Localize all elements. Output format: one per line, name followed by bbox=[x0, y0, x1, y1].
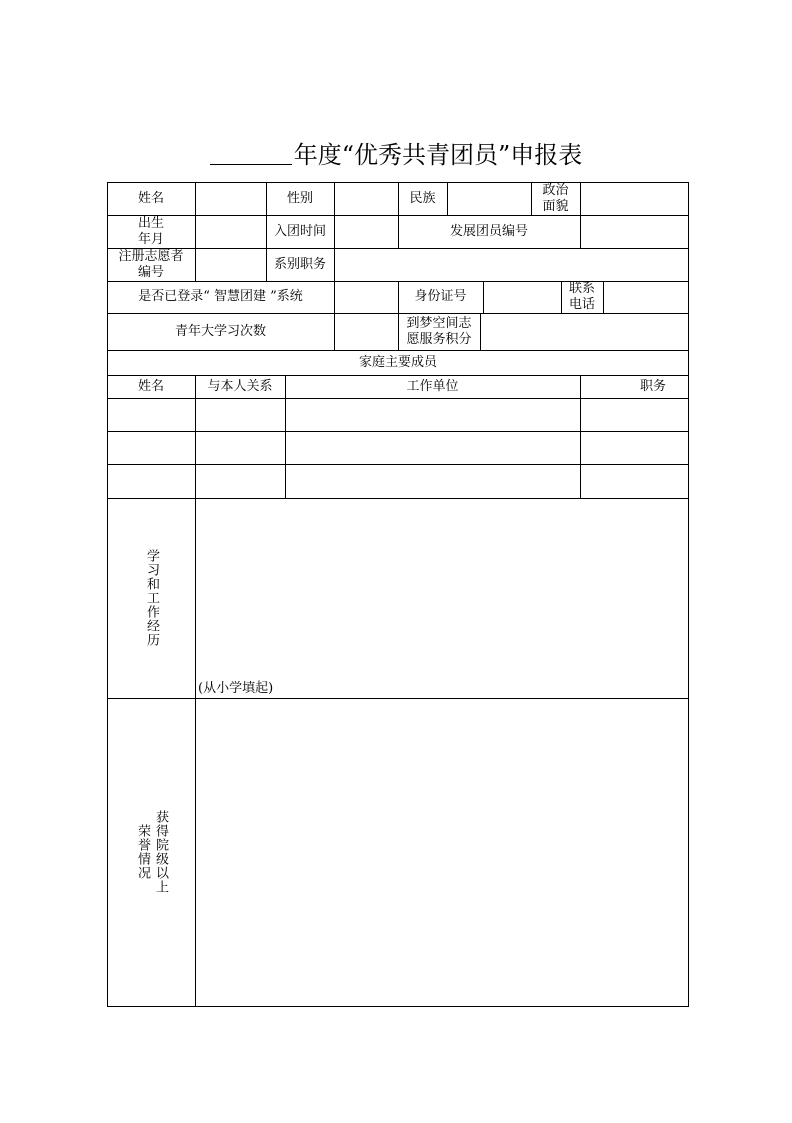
honors-field[interactable] bbox=[195, 698, 688, 1006]
birth-date-field[interactable] bbox=[195, 215, 266, 248]
volunteer-number-label-line1: 注册志愿者 bbox=[118, 248, 184, 264]
id-number-label: 身份证号 bbox=[414, 289, 467, 304]
honors-label bbox=[107, 698, 195, 1006]
phone-label-line1: 联系 bbox=[568, 281, 595, 296]
dream-space-label-line2: 愿服务积分 bbox=[406, 331, 472, 347]
name-field[interactable] bbox=[195, 182, 266, 215]
smart-league-label: 是否已登录“ 智慧团建 ”系统 bbox=[138, 289, 303, 304]
dept-position-label: 系别职务 bbox=[273, 256, 326, 272]
dream-space-field[interactable] bbox=[480, 313, 688, 350]
political-status-label-line1: 政治 bbox=[542, 182, 569, 198]
phone-label bbox=[561, 281, 603, 313]
political-status-label bbox=[531, 182, 580, 215]
id-number-field[interactable] bbox=[483, 281, 561, 313]
dream-space-label bbox=[398, 313, 480, 350]
join-date-field[interactable] bbox=[334, 215, 398, 248]
experience-note: (从小学填起) bbox=[198, 681, 274, 696]
youth-study-label: 青年大学习次数 bbox=[174, 323, 266, 339]
table-border-bottom bbox=[107, 1006, 689, 1007]
member-number-field[interactable] bbox=[580, 215, 688, 248]
dream-space-label-line1: 到梦空间志 bbox=[406, 315, 472, 331]
year-blank[interactable] bbox=[210, 142, 292, 165]
experience-label bbox=[107, 498, 195, 698]
phone-label-line2: 电话 bbox=[568, 297, 595, 312]
volunteer-number-field[interactable] bbox=[195, 248, 266, 281]
gender-label: 性别 bbox=[286, 190, 313, 206]
join-date-label: 入团时间 bbox=[273, 223, 326, 239]
form-title bbox=[0, 140, 792, 170]
family-row[interactable] bbox=[107, 398, 689, 431]
volunteer-number-label-line2: 编号 bbox=[137, 264, 164, 280]
birth-date-label-line2: 年月 bbox=[137, 231, 164, 247]
ethnicity-label: 民族 bbox=[409, 190, 436, 206]
family-position-header: 职务 bbox=[639, 378, 666, 394]
volunteer-number-label bbox=[107, 248, 195, 281]
smart-league-field[interactable] bbox=[334, 281, 398, 313]
political-status-label-line2: 面貌 bbox=[542, 198, 569, 214]
experience-field[interactable] bbox=[195, 498, 688, 698]
family-workplace-header: 工作单位 bbox=[406, 378, 459, 394]
ethnicity-field[interactable] bbox=[447, 182, 531, 215]
family-members-header: 家庭主要成员 bbox=[358, 354, 437, 370]
honors-label-col2: 荣誉情况 bbox=[135, 824, 150, 880]
honors-label-col1: 获得院级以上 bbox=[153, 810, 168, 894]
experience-label-text: 学习和工作经历 bbox=[144, 549, 159, 647]
name-label: 姓名 bbox=[137, 190, 164, 206]
birth-date-label-line1: 出生 bbox=[137, 215, 164, 231]
youth-study-field[interactable] bbox=[334, 313, 398, 350]
gender-field[interactable] bbox=[334, 182, 398, 215]
dept-position-field[interactable] bbox=[334, 248, 688, 281]
birth-date-label bbox=[107, 215, 195, 248]
family-row[interactable] bbox=[107, 464, 689, 498]
phone-field[interactable] bbox=[603, 281, 688, 313]
table-border-right bbox=[688, 182, 689, 1007]
form-title-text: 年度“优秀共青团员”申报表 bbox=[293, 141, 583, 169]
member-number-label: 发展团员编号 bbox=[449, 223, 528, 239]
family-name-header: 姓名 bbox=[137, 378, 164, 394]
family-relation-header: 与本人关系 bbox=[207, 378, 273, 394]
political-status-field[interactable] bbox=[580, 182, 688, 215]
family-row[interactable] bbox=[107, 431, 689, 464]
